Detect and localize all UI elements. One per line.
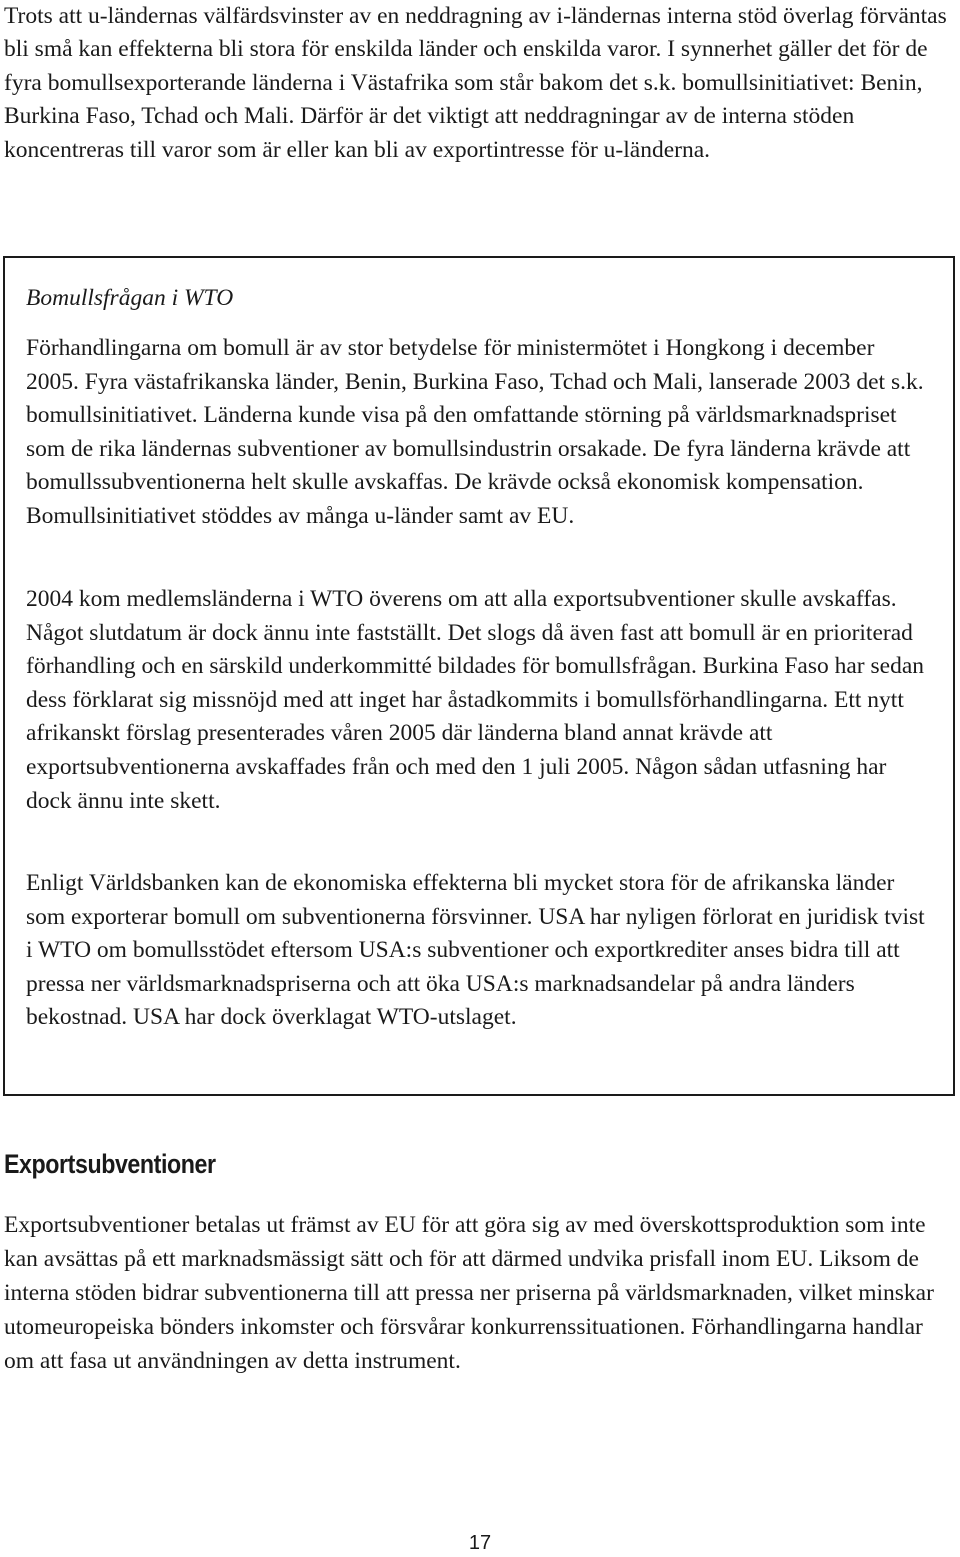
intro-paragraph: Trots att u-ländernas välfärdsvinster av en neddragning av i-ländernas interna stöd överlag förväntas bli små kan effekterna bli stora för enskilda länder och enskilda varor. I synnerhet gäller det för de fyra bomullsexporterande länderna i Västafrika som står bakom det s.k. bomullsinitiativet: Benin, Burkina Faso, Tchad och Mali. Därför är det viktigt att neddragningar av de interna stöden koncentreras till varor som är eller kan bli av exportintresse för u-länderna. xyxy=(4,3,947,163)
box-heading: Bomullsfrågan i WTO xyxy=(26,285,234,311)
intro-section xyxy=(4,0,952,167)
page-number: 17 xyxy=(468,1532,492,1554)
section-paragraph: Exportsubventioner betalas ut främst av EU för att göra sig av med överskottsproduktion som inte kan avsättas på ett marknadsmässigt sätt och för att därmed undvika prisfall inom EU. Liksom de interna stöden bidrar subventionerna till att pressa ner priserna på världsmarknaden, vilket minskar utomeuropeiska bönders inkomster och försvårar konkurrenssituationen. Förhandlingarna handlar om att fasa ut användningen av detta instrument. xyxy=(4,1212,934,1374)
wto-cotton-box xyxy=(3,256,955,1096)
box-paragraph-1: Förhandlingarna om bomull är av stor betydelse för ministermötet i Hongkong i december 2005. Fyra västafrikanska länder, Benin, Burkina Faso, Tchad och Mali, lanserade 2003 det s.k. bomullsinitiativet. Länderna kunde visa på den omfattande störning på världsmarknadspriset som de rika ländernas subventioner av bomullsindustrin orsakade. De fyra länderna krävde att bomullssubventionerna helt skulle avskaffas. De krävde också ekonomisk kompensation. Bomullsinitiativet stöddes av många u-länder samt av EU. xyxy=(26,335,924,529)
box-paragraph-3: Enligt Världsbanken kan de ekonomiska effekterna bli mycket stora för de afrikanska länder som exporterar bomull om subventionerna försvinner. USA har nyligen förlorat en juridisk tvist i WTO om bomullsstödet eftersom USA:s subventioner och exportkrediter anses bidra till att pressa ner världsmarknadspriserna och att öka USA:s marknadsandelar på andra länders bekostnad. USA har dock överklagat WTO-utslaget. xyxy=(26,870,925,1031)
box-paragraph-2: 2004 kom medlemsländerna i WTO överens om att alla exportsubventioner skulle avskaffas. Något slutdatum är dock ännu inte fastställt. Det slogs då även fast att bomull är en prioriterad förhandling och en särskild underkommitté bildades för bomullsfrågan. Burkina Faso har sedan dess förklarat sig missnöjd med att inget har åstadkommits i bomullsförhandlingarna. Ett nytt afrikanskt förslag presenterades våren 2005 där länderna bland annat krävde att exportsubventionerna avskaffades från och med den 1 juli 2005. Någon sådan utfasning har dock ännu inte skett. xyxy=(26,586,925,814)
section-heading: Exportsubventioner xyxy=(4,1149,216,1179)
